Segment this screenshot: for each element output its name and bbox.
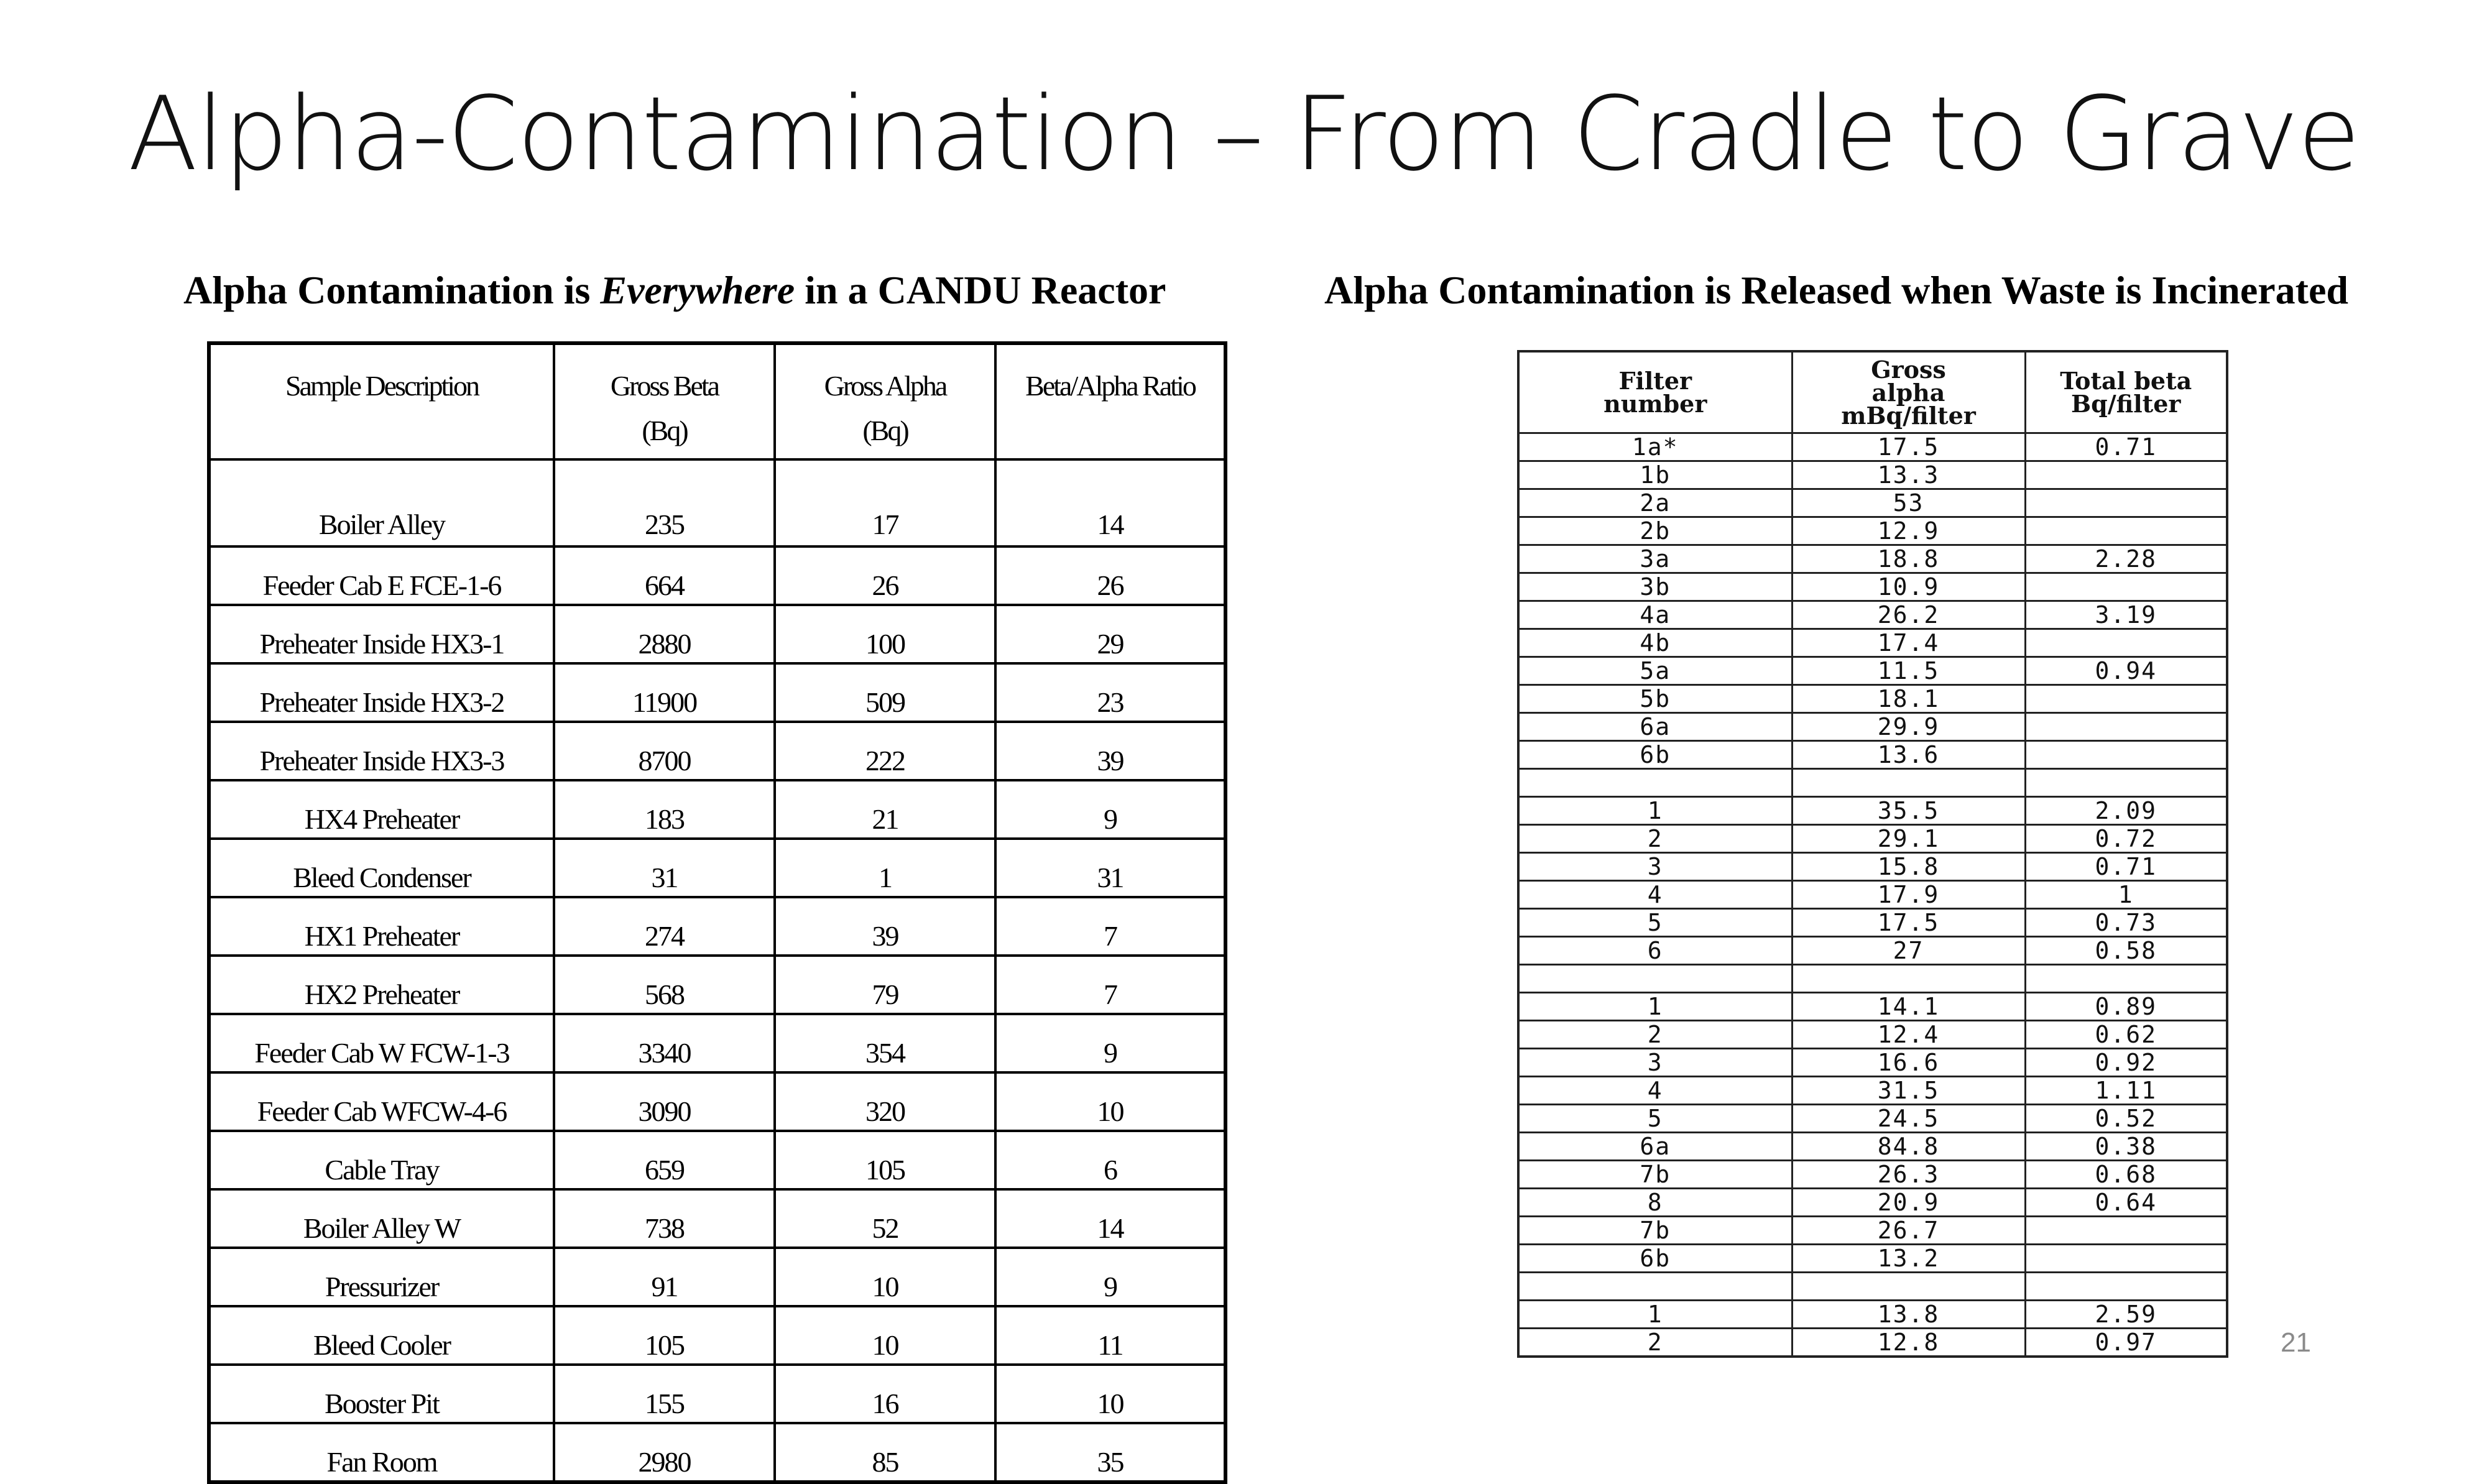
column-header-gross-alpha: Gross alpha mBq/filter	[1792, 351, 2025, 433]
table-cell	[2025, 573, 2227, 601]
table-cell: Bleed Cooler	[209, 1306, 554, 1365]
table-cell: 235	[554, 459, 775, 546]
table-cell: Preheater Inside HX3-3	[209, 722, 554, 780]
table-cell: 2.28	[2025, 545, 2227, 573]
table-row	[1518, 545, 2227, 573]
table-cell: 31	[554, 839, 775, 897]
table-cell	[2025, 741, 2227, 769]
table-cell: 664	[554, 546, 775, 605]
table-row	[209, 663, 1225, 722]
table-cell	[2025, 1273, 2227, 1301]
table-row	[209, 839, 1225, 897]
table-cell: 85	[775, 1423, 995, 1482]
table-cell: 183	[554, 780, 775, 839]
table-row	[1518, 1273, 2227, 1301]
table-cell: 7	[995, 897, 1225, 956]
table-cell: 0.71	[2025, 433, 2227, 461]
table-cell: 1b	[1518, 461, 1792, 489]
table-cell: 91	[554, 1248, 775, 1306]
table-cell: 738	[554, 1189, 775, 1248]
column-header-filter-number: Filter number	[1518, 351, 1792, 433]
table-cell: 0.68	[2025, 1161, 2227, 1189]
table-cell: 3a	[1518, 545, 1792, 573]
table-row	[1518, 853, 2227, 881]
column-header-gross-beta: Gross Beta (Bq)	[554, 343, 775, 459]
table-cell: 4	[1518, 881, 1792, 909]
table-cell: 0.64	[2025, 1189, 2227, 1217]
table-row	[1518, 881, 2227, 909]
table-row	[1518, 1329, 2227, 1357]
table-row	[1518, 573, 2227, 601]
table-row	[1518, 1301, 2227, 1329]
column-header-sample-description: Sample Description	[209, 343, 554, 459]
table-cell	[2025, 461, 2227, 489]
table-row	[209, 956, 1225, 1014]
table-cell: 53	[1792, 489, 2025, 517]
table-cell: 20.9	[1792, 1189, 2025, 1217]
table-row	[209, 546, 1225, 605]
table-cell: Preheater Inside HX3-2	[209, 663, 554, 722]
table-cell: 17.4	[1792, 629, 2025, 657]
table-cell: Feeder Cab WFCW-4-6	[209, 1072, 554, 1131]
column-header-beta-alpha-ratio: Beta/Alpha Ratio	[995, 343, 1225, 459]
table-cell: 7b	[1518, 1161, 1792, 1189]
table-cell: HX4 Preheater	[209, 780, 554, 839]
table-row	[1518, 1189, 2227, 1217]
table-cell: 0.92	[2025, 1049, 2227, 1077]
table-cell: 84.8	[1792, 1133, 2025, 1161]
table-cell: 0.94	[2025, 657, 2227, 685]
table-cell: 21	[775, 780, 995, 839]
table-cell: 7	[995, 956, 1225, 1014]
table-row	[209, 1072, 1225, 1131]
table-cell: 6a	[1518, 1133, 1792, 1161]
table-row	[209, 1014, 1225, 1072]
table-cell: HX1 Preheater	[209, 897, 554, 956]
table-row	[209, 1131, 1225, 1189]
table-cell: 26.3	[1792, 1161, 2025, 1189]
table-cell: 6	[995, 1131, 1225, 1189]
table-row	[1518, 769, 2227, 797]
table-cell: 39	[995, 722, 1225, 780]
table-cell: 0.62	[2025, 1021, 2227, 1049]
table-cell: 5	[1518, 1105, 1792, 1133]
table-cell: 3090	[554, 1072, 775, 1131]
column-header-gross-alpha: Gross Alpha (Bq)	[775, 343, 995, 459]
table-cell: 10	[775, 1306, 995, 1365]
table-cell: 1a*	[1518, 433, 1792, 461]
table-cell: 1.11	[2025, 1077, 2227, 1105]
table-row	[1518, 1077, 2227, 1105]
table-cell: 10	[775, 1248, 995, 1306]
table-cell	[2025, 685, 2227, 713]
table-cell: 14.1	[1792, 993, 2025, 1021]
table-row	[1518, 685, 2227, 713]
table-cell: 100	[775, 605, 995, 663]
table-row	[1518, 489, 2227, 517]
table-cell: 18.1	[1792, 685, 2025, 713]
table-cell: 6a	[1518, 713, 1792, 741]
table-cell: 9	[995, 780, 1225, 839]
table-cell: 0.73	[2025, 909, 2227, 937]
table-cell: 18.8	[1792, 545, 2025, 573]
table-cell: 31.5	[1792, 1077, 2025, 1105]
left-heading-after: in a CANDU Reactor	[795, 268, 1166, 312]
table-row	[1518, 1161, 2227, 1189]
table-cell	[2025, 769, 2227, 797]
table-cell: 5a	[1518, 657, 1792, 685]
table-cell: 8700	[554, 722, 775, 780]
table-cell: Pressurizer	[209, 1248, 554, 1306]
table-cell: 2880	[554, 605, 775, 663]
table-row	[1518, 797, 2227, 825]
table-row	[1518, 629, 2227, 657]
table-cell: 6b	[1518, 1245, 1792, 1273]
table-row	[1518, 461, 2227, 489]
table-cell	[1518, 1273, 1792, 1301]
table-row	[1518, 601, 2227, 629]
table-cell: 29	[995, 605, 1225, 663]
table-row	[209, 722, 1225, 780]
table-cell: 11900	[554, 663, 775, 722]
table-cell: 2	[1518, 825, 1792, 853]
table-cell: 1	[2025, 881, 2227, 909]
table-cell: 27	[1792, 937, 2025, 965]
table-cell	[2025, 489, 2227, 517]
table-row	[1518, 825, 2227, 853]
table-cell: 29.9	[1792, 713, 2025, 741]
left-heading-emphasis: Everywhere	[600, 268, 795, 312]
left-heading-before: Alpha Contamination is	[183, 268, 601, 312]
table-cell: 2.59	[2025, 1301, 2227, 1329]
table-cell: 35	[995, 1423, 1225, 1482]
table-cell: 4b	[1518, 629, 1792, 657]
table-cell: 11.5	[1792, 657, 2025, 685]
table-cell: 35.5	[1792, 797, 2025, 825]
table-cell	[2025, 1217, 2227, 1245]
incinerator-filters-table	[1517, 350, 2228, 1358]
table-cell: 3	[1518, 853, 1792, 881]
table-cell: 26	[775, 546, 995, 605]
table-cell: 0.58	[2025, 937, 2227, 965]
table-header-row	[1518, 351, 2227, 433]
table-cell: 274	[554, 897, 775, 956]
table-cell: 26.2	[1792, 601, 2025, 629]
left-table-heading	[183, 267, 1166, 313]
table-cell: Preheater Inside HX3-1	[209, 605, 554, 663]
table-cell: 105	[775, 1131, 995, 1189]
page-number: 21	[2281, 1327, 2311, 1358]
table-cell: 17.5	[1792, 433, 2025, 461]
table-row	[209, 1248, 1225, 1306]
table-cell	[2025, 629, 2227, 657]
table-row	[209, 780, 1225, 839]
table-cell: 16.6	[1792, 1049, 2025, 1077]
table-cell: 31	[995, 839, 1225, 897]
table-cell: 3340	[554, 1014, 775, 1072]
table-row	[1518, 993, 2227, 1021]
table-cell: 2a	[1518, 489, 1792, 517]
table-cell: 10.9	[1792, 573, 2025, 601]
table-cell: 0.71	[2025, 853, 2227, 881]
table-cell: 12.8	[1792, 1329, 2025, 1357]
table-cell	[2025, 713, 2227, 741]
table-cell: 0.52	[2025, 1105, 2227, 1133]
table-row	[1518, 517, 2227, 545]
table-cell: 26	[995, 546, 1225, 605]
table-cell: 1	[775, 839, 995, 897]
table-row	[1518, 909, 2227, 937]
table-cell: 222	[775, 722, 995, 780]
table-row	[209, 1189, 1225, 1248]
table-cell: Feeder Cab E FCE-1-6	[209, 546, 554, 605]
table-cell: 13.6	[1792, 741, 2025, 769]
table-row	[1518, 657, 2227, 685]
table-row	[1518, 1133, 2227, 1161]
table-cell	[2025, 517, 2227, 545]
table-row	[1518, 1049, 2227, 1077]
table-row	[1518, 1105, 2227, 1133]
table-cell: 1	[1518, 797, 1792, 825]
table-row	[209, 897, 1225, 956]
table-cell: 7b	[1518, 1217, 1792, 1245]
table-cell: 14	[995, 1189, 1225, 1248]
table-cell: Booster Pit	[209, 1365, 554, 1423]
table-cell: 3	[1518, 1049, 1792, 1077]
table-cell: 4	[1518, 1077, 1792, 1105]
table-cell: Bleed Condenser	[209, 839, 554, 897]
table-cell: 14	[995, 459, 1225, 546]
table-cell: 354	[775, 1014, 995, 1072]
table-cell: 155	[554, 1365, 775, 1423]
table-cell: 24.5	[1792, 1105, 2025, 1133]
table-cell: 2	[1518, 1021, 1792, 1049]
table-cell: Fan Room	[209, 1423, 554, 1482]
table-cell: 6b	[1518, 741, 1792, 769]
table-row	[1518, 1021, 2227, 1049]
table-row	[1518, 965, 2227, 993]
right-table-heading: Alpha Contamination is Released when Waste is Incinerated	[1324, 268, 2348, 312]
table-cell: 4a	[1518, 601, 1792, 629]
table-cell: 320	[775, 1072, 995, 1131]
table-cell	[1792, 769, 2025, 797]
table-cell: 13.3	[1792, 461, 2025, 489]
table-cell: 2980	[554, 1423, 775, 1482]
table-row	[1518, 1245, 2227, 1273]
table-cell: 2.09	[2025, 797, 2227, 825]
table-cell: 1	[1518, 993, 1792, 1021]
table-row	[209, 605, 1225, 663]
table-cell: 23	[995, 663, 1225, 722]
table-cell: 26.7	[1792, 1217, 2025, 1245]
table-cell: HX2 Preheater	[209, 956, 554, 1014]
table-cell: 16	[775, 1365, 995, 1423]
table-cell: 5b	[1518, 685, 1792, 713]
table-cell: 2	[1518, 1329, 1792, 1357]
table-header-row	[209, 343, 1225, 459]
table-cell: 568	[554, 956, 775, 1014]
table-cell: 13.8	[1792, 1301, 2025, 1329]
table-cell: 509	[775, 663, 995, 722]
table-cell: 8	[1518, 1189, 1792, 1217]
table-row	[1518, 713, 2227, 741]
table-cell: 79	[775, 956, 995, 1014]
table-row	[1518, 433, 2227, 461]
table-cell: 17.5	[1792, 909, 2025, 937]
table-cell: 11	[995, 1306, 1225, 1365]
table-cell: 0.97	[2025, 1329, 2227, 1357]
table-cell: 5	[1518, 909, 1792, 937]
table-cell: 39	[775, 897, 995, 956]
table-cell: 15.8	[1792, 853, 2025, 881]
table-cell: Cable Tray	[209, 1131, 554, 1189]
table-cell: 0.72	[2025, 825, 2227, 853]
table-cell: 105	[554, 1306, 775, 1365]
table-cell: 12.4	[1792, 1021, 2025, 1049]
table-cell: 17.9	[1792, 881, 2025, 909]
table-cell	[1518, 965, 1792, 993]
table-cell: 2b	[1518, 517, 1792, 545]
table-cell: Boiler Alley	[209, 459, 554, 546]
table-cell: 659	[554, 1131, 775, 1189]
table-row	[209, 1306, 1225, 1365]
table-cell: 0.38	[2025, 1133, 2227, 1161]
table-cell: 52	[775, 1189, 995, 1248]
table-cell: 3.19	[2025, 601, 2227, 629]
table-cell: Boiler Alley W	[209, 1189, 554, 1248]
table-cell: Feeder Cab W FCW-1-3	[209, 1014, 554, 1072]
slide-title: Alpha-Contamination – From Cradle to Grave	[127, 75, 2360, 193]
table-cell: 10	[995, 1365, 1225, 1423]
table-cell: 17	[775, 459, 995, 546]
table-cell: 1	[1518, 1301, 1792, 1329]
table-cell: 13.2	[1792, 1245, 2025, 1273]
table-row	[1518, 937, 2227, 965]
table-row	[1518, 741, 2227, 769]
table-cell: 10	[995, 1072, 1225, 1131]
table-cell	[1518, 769, 1792, 797]
table-cell: 29.1	[1792, 825, 2025, 853]
table-cell: 6	[1518, 937, 1792, 965]
column-header-total-beta: Total beta Bq/filter	[2025, 351, 2227, 433]
table-cell: 9	[995, 1014, 1225, 1072]
table-row	[1518, 1217, 2227, 1245]
table-cell	[2025, 1245, 2227, 1273]
table-cell: 0.89	[2025, 993, 2227, 1021]
table-cell	[1792, 965, 2025, 993]
table-cell: 12.9	[1792, 517, 2025, 545]
table-cell	[1792, 1273, 2025, 1301]
table-row	[209, 1365, 1225, 1423]
contamination-samples-table	[207, 341, 1227, 1484]
table-cell: 9	[995, 1248, 1225, 1306]
table-row	[209, 1423, 1225, 1482]
table-cell: 3b	[1518, 573, 1792, 601]
table-row	[209, 459, 1225, 546]
table-cell	[2025, 965, 2227, 993]
